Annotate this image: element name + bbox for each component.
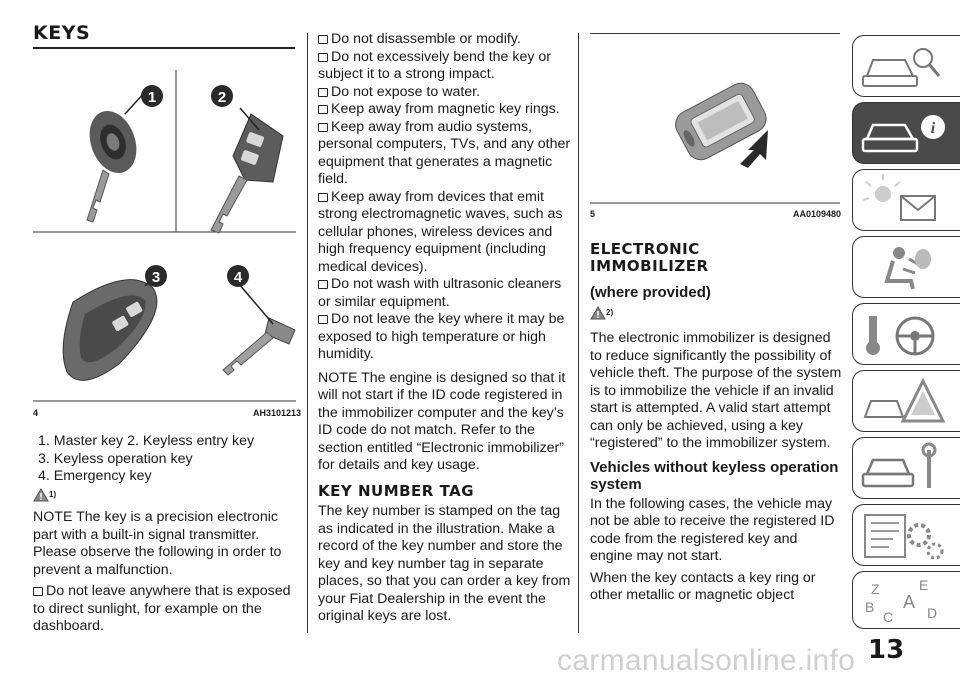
bullet-icon xyxy=(33,587,43,596)
key-list-item: 1. Master key 2. Keyless entry key xyxy=(38,433,255,449)
svg-text:D: D xyxy=(927,605,938,621)
keys-illustration xyxy=(33,52,296,402)
precaution-item: Do not leave the key where it may be exposed to high temperature or high humidity. xyxy=(318,311,565,362)
figure-5-code: AA0109480 xyxy=(793,209,842,219)
bullet-icon xyxy=(318,193,328,202)
bullet-icon xyxy=(318,88,328,97)
figure-4-number: 4 xyxy=(33,408,39,418)
svg-text:E: E xyxy=(919,577,929,593)
bullet-icon xyxy=(318,280,328,289)
bullet-icon xyxy=(318,105,328,114)
title-underline xyxy=(33,47,295,49)
precaution-item: Keep away from magnetic key rings. xyxy=(318,101,574,119)
key-number-tag-heading: KEY NUMBER TAG xyxy=(318,481,475,500)
keyless-subsection-text-1: In the following cases, the vehicle may not be able to receive the registered ID code from the registered key and engine may not start. xyxy=(590,495,835,564)
immobilizer-heading: ELECTRONIC IMMOBILIZER xyxy=(590,240,709,275)
keyless-operation-key-icon xyxy=(63,272,157,380)
precaution-item: Do not leave anywhere that is exposed to direct sunlight, for example on the dashboard. xyxy=(33,583,291,634)
figure-4 xyxy=(33,52,296,402)
immobilizer-section xyxy=(590,241,842,609)
note-precision: NOTE The key is a precision electronic part with a built-in signal transmitter. Please observe the following in order to prevent a malfunction. xyxy=(33,509,282,578)
warning-lights-icon xyxy=(853,170,960,232)
car-search-icon xyxy=(853,36,960,98)
precaution-item: Keep away from devices that emit strong electromagnetic waves, such as cellular phones, wireless devices and high frequency equipment (including medical devices). xyxy=(318,188,563,275)
precaution-item: Do not excessively bend the key or subject it to a strong impact. xyxy=(318,48,552,82)
precaution-item: Do not wash with ultrasonic cleaners or similar equipment. xyxy=(318,276,562,310)
alphabetical-index-icon xyxy=(853,572,960,630)
tab-specifications[interactable] xyxy=(852,504,960,566)
note-engine: NOTE The engine is designed so that it will not start if the ID code registered in the immobilizer computer and the key’s ID code do not match. Refer to the section entitled “Electronic immobilizer” for details and key usage. xyxy=(318,369,566,473)
airbag-seat-icon xyxy=(853,237,960,299)
page-number: 13 xyxy=(868,635,905,665)
figure-4-code: AH3101213 xyxy=(253,408,302,418)
precaution-item: Keep away from audio systems, personal computers, TVs, and any other equipment that generates a magnetic field. xyxy=(318,118,571,187)
key-steering-icon xyxy=(853,304,960,366)
svg-text:2: 2 xyxy=(217,89,227,106)
tab-car-search[interactable] xyxy=(852,35,960,97)
svg-text:Z: Z xyxy=(871,581,880,597)
car-info-icon xyxy=(853,103,960,165)
tab-airbag-seat[interactable] xyxy=(852,236,960,298)
bullet-icon xyxy=(318,315,328,324)
warning-triangle-icon xyxy=(590,306,606,320)
svg-text:B: B xyxy=(865,599,875,615)
key-number-tag-illustration xyxy=(590,34,840,204)
tab-warning-lights[interactable] xyxy=(852,169,960,231)
column-divider xyxy=(307,33,308,633)
specifications-icon xyxy=(853,505,960,567)
bullet-icon xyxy=(318,123,328,132)
keyless-subsection-heading: Vehicles without keyless operation system xyxy=(590,458,839,493)
svg-text:4: 4 xyxy=(233,269,243,286)
tab-key-steering[interactable] xyxy=(852,303,960,365)
warning-triangle-icon xyxy=(33,488,49,502)
figure-5-number: 5 xyxy=(590,209,596,219)
svg-text:C: C xyxy=(883,609,894,625)
emergency-key-icon xyxy=(223,284,295,375)
middle-column-text xyxy=(318,31,574,630)
svg-text:i: i xyxy=(930,120,936,137)
tab-car-info[interactable] xyxy=(852,102,960,164)
key-list-item: 4. Emergency key xyxy=(38,468,152,484)
warning-reference-1[interactable]: 1) xyxy=(33,488,56,506)
keyless-subsection-text-2: When the key contacts a key ring or other metallic or magnetic object xyxy=(590,569,816,603)
svg-text:A: A xyxy=(903,592,916,612)
bullet-icon xyxy=(318,35,328,44)
key-list xyxy=(38,433,300,486)
column-divider xyxy=(578,33,579,633)
left-column-text xyxy=(33,509,301,636)
tab-car-service[interactable] xyxy=(852,437,960,499)
section-title: KEYS xyxy=(33,22,91,44)
key-number-tag-text: The key number is stamped on the tag as indicated in the illustration. Make a record of the key number and store the key and key number tag in separate places, so that you can order a key from your Fiat Dealership in the event the original keys are lost. xyxy=(318,503,571,624)
watermark: carmanualsonline.info xyxy=(557,644,856,677)
svg-text:1: 1 xyxy=(147,89,157,106)
keyless-entry-key-icon xyxy=(211,108,283,233)
immobilizer-subheading: (where provided) xyxy=(590,284,711,301)
tab-breakdown[interactable] xyxy=(852,370,960,432)
precaution-item: Do not disassemble or modify. xyxy=(318,31,574,49)
figure-5 xyxy=(590,34,840,204)
breakdown-triangle-icon xyxy=(853,371,960,433)
bullet-icon xyxy=(318,53,328,62)
master-key-icon xyxy=(81,92,145,222)
tab-alphabetical-index[interactable] xyxy=(852,571,960,629)
immobilizer-intro: The electronic immobilizer is designed to reduce significantly the possibility of vehicle theft. The purpose of the system is to immobilize the vehicle if an invalid start is attempted. A valid start attempt can only be achieved, using a key “registered” to the immobilizer system. xyxy=(590,330,842,451)
key-list-item: 3. Keyless operation key xyxy=(38,450,193,467)
warning-reference-2[interactable]: 2) xyxy=(590,306,842,324)
car-service-icon xyxy=(853,438,960,500)
precaution-item: Do not expose to water. xyxy=(318,84,574,102)
svg-text:3: 3 xyxy=(151,269,161,286)
